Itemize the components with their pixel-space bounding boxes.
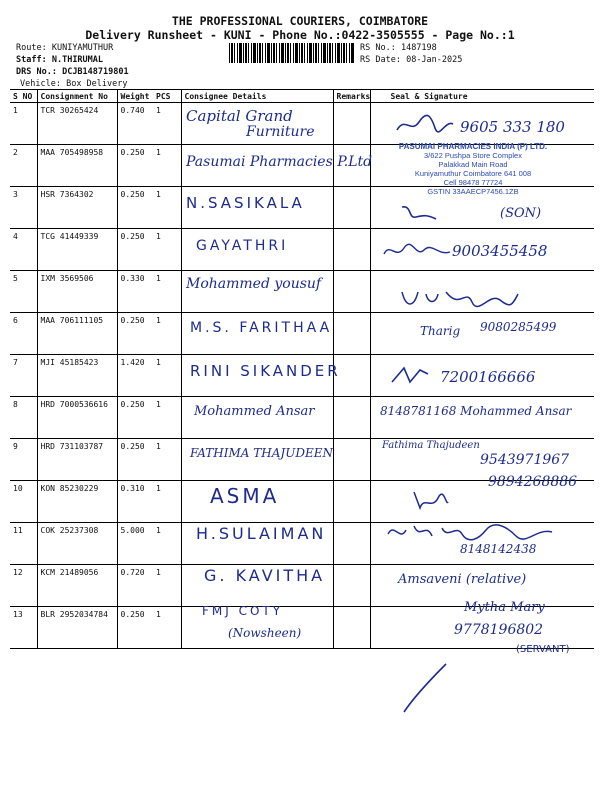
- hw-row4-phone: 9003455458: [452, 242, 548, 260]
- hw-row9-note: Fathima Thajudeen: [382, 440, 480, 451]
- hw-row8-phone: 8148781168 Mohammed Ansar: [380, 404, 572, 418]
- rs-no-value: 1487198: [400, 43, 437, 53]
- hw-row7-name: RINI SIKANDER: [190, 362, 341, 380]
- cell-remarks: [333, 607, 370, 649]
- cell-weight: 0.250: [117, 439, 153, 481]
- row10-signature-scribble: [410, 488, 450, 512]
- cell-remarks: [333, 103, 370, 145]
- stamp-line6: GSTIN 33AAECP7456.1ZB: [427, 187, 519, 196]
- hw-row5-name: Mohammed yousuf: [186, 276, 322, 292]
- hw-row3-note: (SON): [500, 206, 542, 221]
- final-checkmark: [400, 660, 450, 720]
- hw-row9-phone: 9543971967: [480, 452, 570, 468]
- meta-left: [16, 42, 129, 90]
- cell-sno: 4: [10, 229, 37, 271]
- hw-row9-name: FATHIMA THAJUDEEN: [190, 446, 333, 460]
- cell-consignment: HRD 7000536616: [37, 397, 117, 439]
- hw-row10-phone: 9894268886: [488, 474, 578, 490]
- staff-label: Staff:: [16, 55, 47, 65]
- row7-signature-scribble: [390, 364, 430, 386]
- table-header-row: [10, 90, 594, 103]
- col-sno: S NO: [10, 90, 37, 103]
- cell-remarks: [333, 229, 370, 271]
- cell-weight: 0.250: [117, 607, 153, 649]
- cell-consignment: HSR 7364302: [37, 187, 117, 229]
- cell-pcs: 1: [153, 607, 181, 649]
- cell-remarks: [333, 313, 370, 355]
- cell-remarks: [333, 565, 370, 607]
- row11-signature-scribble: [386, 520, 556, 544]
- cell-weight: 0.250: [117, 187, 153, 229]
- stamp-line4: Kuniyamuthur Coimbatore 641 008: [414, 169, 532, 178]
- cell-weight: 0.740: [117, 103, 153, 145]
- cell-pcs: 1: [153, 271, 181, 313]
- cell-sno: 5: [10, 271, 37, 313]
- runsheet-subtitle: Delivery Runsheet - KUNI - Phone No.:0422-3505555 - Page No.:1: [85, 28, 515, 42]
- cell-sno: 1: [10, 103, 37, 145]
- col-remarks: Remarks: [333, 90, 370, 103]
- staff-value: N.THIRUMAL: [51, 55, 104, 65]
- cell-remarks: [333, 187, 370, 229]
- hw-row3-name: N.SASIKALA: [186, 194, 305, 212]
- cell-sno: 3: [10, 187, 37, 229]
- cell-weight: 0.720: [117, 565, 153, 607]
- cell-sno: 13: [10, 607, 37, 649]
- cell-pcs: 1: [153, 145, 181, 187]
- cell-consignment: MAA 705498958: [37, 145, 117, 187]
- cell-weight: 0.250: [117, 229, 153, 271]
- col-weight: Weight: [117, 90, 153, 103]
- cell-consignment: KON 85230229: [37, 481, 117, 523]
- col-seal-signature: Seal & Signature: [370, 90, 594, 103]
- col-consignment: Consignment No: [37, 90, 117, 103]
- cell-weight: 0.310: [117, 481, 153, 523]
- cell-sno: 7: [10, 355, 37, 397]
- hw-row10-name: ASMA: [210, 484, 280, 508]
- cell-pcs: 1: [153, 397, 181, 439]
- hw-row8-name: Mohammed Ansar: [194, 404, 315, 419]
- cell-consignment: TCG 41449339: [37, 229, 117, 271]
- cell-pcs: 1: [153, 355, 181, 397]
- row1-signature-scribble: [395, 112, 455, 138]
- route-label: Route:: [16, 43, 47, 53]
- hw-row12-note: Amsaveni (relative): [398, 572, 527, 587]
- cell-pcs: 1: [153, 313, 181, 355]
- cell-pcs: 1: [153, 229, 181, 271]
- hw-row1-phone: 9605 333 180: [460, 118, 565, 136]
- hw-row4-name: GAYATHRI: [196, 238, 289, 254]
- pharmacy-stamp: [384, 142, 562, 196]
- stamp-line5: Cell 98478 77724: [443, 178, 503, 187]
- cell-pcs: 1: [153, 523, 181, 565]
- meta-right: [360, 42, 462, 66]
- cell-weight: 0.250: [117, 313, 153, 355]
- vehicle-value: Box Delivery: [66, 79, 128, 89]
- row5-signature-scribble: [400, 286, 520, 310]
- cell-remarks: [333, 439, 370, 481]
- drs-label: DRS No.:: [16, 67, 57, 77]
- cell-remarks: [333, 397, 370, 439]
- rs-date-label: RS Date:: [360, 55, 401, 65]
- cell-sno: 8: [10, 397, 37, 439]
- cell-consignment: TCR 30265424: [37, 103, 117, 145]
- hw-row12-name: G. KAVITHA: [204, 566, 326, 585]
- hw-row1-name-a: Capital Grand: [186, 107, 293, 125]
- cell-pcs: 1: [153, 481, 181, 523]
- row3-signature-scribble: [398, 203, 438, 223]
- hw-row13-name-b: (Nowsheen): [228, 626, 302, 640]
- hw-row13-phone: 9778196802: [454, 622, 544, 638]
- rs-date-value: 08-Jan-2025: [406, 55, 463, 65]
- cell-consignment: IXM 3569506: [37, 271, 117, 313]
- cell-remarks: [333, 523, 370, 565]
- company-title: THE PROFESSIONAL COURIERS, COIMBATORE: [171, 14, 429, 28]
- hw-row2-name: Pasumai Pharmacies P.Ltd: [186, 154, 373, 170]
- drs-barcode: [229, 43, 354, 63]
- cell-consignment: HRD 731103787: [37, 439, 117, 481]
- col-pcs: PCS: [153, 90, 181, 103]
- col-consignee: Consignee Details: [181, 90, 333, 103]
- cell-weight: 0.250: [117, 397, 153, 439]
- cell-sno: 9: [10, 439, 37, 481]
- cell-consignment: BLR 2952034784: [37, 607, 117, 649]
- hw-row1-name-b: Furniture: [246, 124, 315, 140]
- cell-weight: 0.250: [117, 145, 153, 187]
- cell-consignment: MJI 45185423: [37, 355, 117, 397]
- cell-sno: 11: [10, 523, 37, 565]
- route-value: KUNIYAMUTHUR: [51, 43, 114, 53]
- cell-sno: 2: [10, 145, 37, 187]
- cell-weight: 0.330: [117, 271, 153, 313]
- stamp-line1: PASUMAI PHARMACIES INDIA (P) LTD.: [398, 142, 548, 151]
- cell-pcs: 1: [153, 439, 181, 481]
- drs-value: DCJB148719801: [62, 67, 129, 77]
- hw-row7-phone: 7200166666: [440, 368, 536, 386]
- hw-row13-note: (SERVANT): [516, 644, 570, 655]
- cell-pcs: 1: [153, 565, 181, 607]
- cell-sno: 6: [10, 313, 37, 355]
- hw-row6-phone: 9080285499: [480, 320, 557, 334]
- hw-row6-name: M.S. FARITHAA: [190, 320, 333, 336]
- cell-consignment: COK 25237308: [37, 523, 117, 565]
- cell-remarks: [333, 271, 370, 313]
- cell-sno: 10: [10, 481, 37, 523]
- stamp-line2: 3/622 Pushpa Store Complex: [424, 151, 522, 160]
- cell-weight: 5.000: [117, 523, 153, 565]
- cell-sno: 12: [10, 565, 37, 607]
- vehicle-label: Vehicle:: [20, 79, 61, 89]
- cell-consignment: MAA 706111105: [37, 313, 117, 355]
- hw-row6-signature: Tharig: [420, 324, 461, 338]
- cell-pcs: 1: [153, 103, 181, 145]
- cell-remarks: [333, 481, 370, 523]
- rs-no-label: RS No.:: [360, 43, 396, 53]
- hw-row13-signature: Mytha Mary: [464, 600, 545, 615]
- cell-consignment: KCM 21489056: [37, 565, 117, 607]
- cell-weight: 1.420: [117, 355, 153, 397]
- cell-pcs: 1: [153, 187, 181, 229]
- hw-row11-phone: 8148142438: [460, 542, 537, 556]
- hw-row13-name-a: FMJ COTY: [202, 604, 284, 618]
- row4-signature-scribble: [382, 240, 452, 262]
- stamp-line3: Palakkad Main Road: [438, 160, 508, 169]
- hw-row11-name: H.SULAIMAN: [196, 524, 327, 543]
